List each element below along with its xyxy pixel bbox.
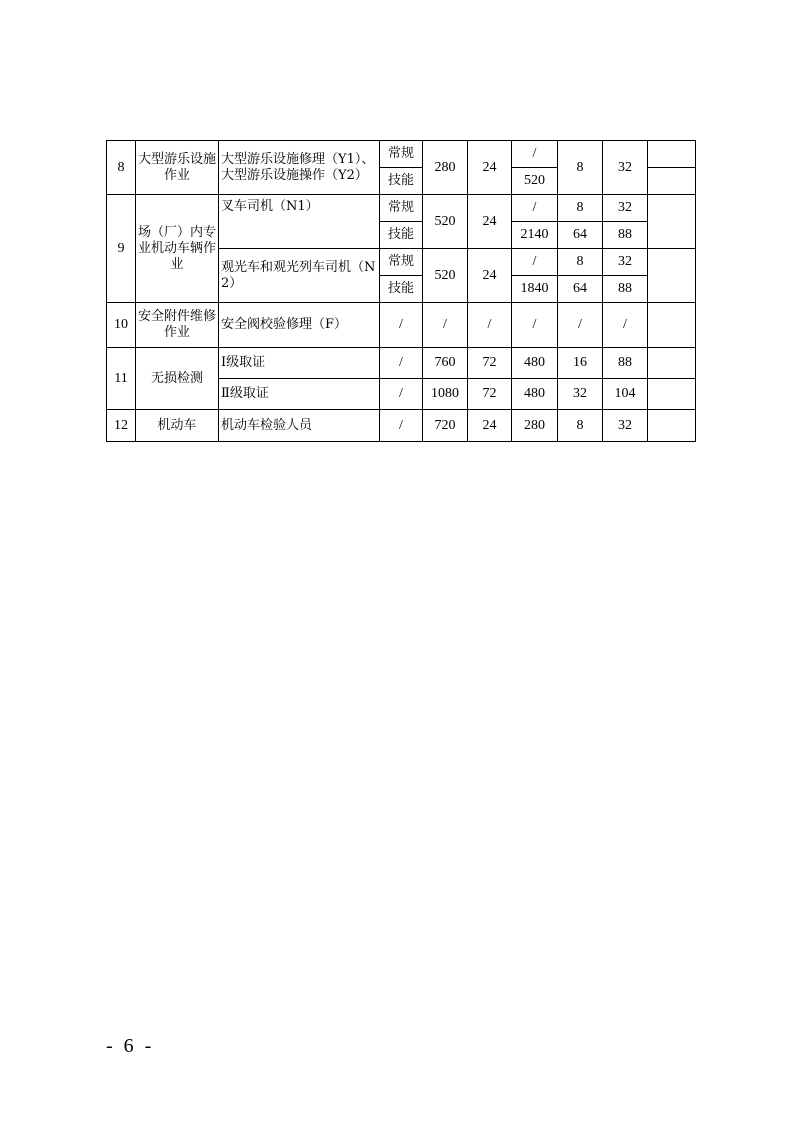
empty-cell: [648, 249, 696, 303]
category-cell: 无损检测: [136, 348, 219, 410]
item-cell: 安全阀校验修理（F）: [219, 303, 380, 348]
hours-cell: 72: [468, 379, 512, 410]
hours-cell: /: [380, 410, 423, 442]
empty-cell: [648, 168, 696, 195]
hours-cell: /: [380, 348, 423, 379]
item-cell: Ⅱ级取证: [219, 379, 380, 410]
hours-cell: 72: [468, 348, 512, 379]
item-cell: 观光车和观光列车司机（N2）: [219, 249, 380, 303]
hours-cell: 32: [603, 195, 648, 222]
empty-cell: [648, 379, 696, 410]
item-cell: 机动车检验人员: [219, 410, 380, 442]
hours-cell: 8: [558, 195, 603, 222]
table-row: [107, 141, 696, 168]
hours-cell: /: [558, 303, 603, 348]
hours-cell: /: [512, 303, 558, 348]
hours-cell: 88: [603, 222, 648, 249]
hours-cell: 760: [423, 348, 468, 379]
hours-cell: 8: [558, 249, 603, 276]
hours-cell: 720: [423, 410, 468, 442]
empty-cell: [648, 195, 696, 249]
type-cell: 技能: [380, 276, 423, 303]
hours-cell: 280: [423, 141, 468, 195]
type-cell: 技能: [380, 168, 423, 195]
empty-cell: [648, 141, 696, 168]
hours-cell: 32: [603, 249, 648, 276]
empty-cell: [648, 410, 696, 442]
hours-cell: 24: [468, 195, 512, 249]
row-number: 9: [107, 195, 136, 303]
hours-cell: 520: [512, 168, 558, 195]
row-number: 8: [107, 141, 136, 195]
table-row: [107, 195, 696, 222]
hours-cell: 24: [468, 249, 512, 303]
type-cell: 常规: [380, 195, 423, 222]
hours-cell: 16: [558, 348, 603, 379]
hours-cell: /: [380, 379, 423, 410]
hours-cell: 520: [423, 195, 468, 249]
hours-cell: 1080: [423, 379, 468, 410]
type-cell: 技能: [380, 222, 423, 249]
hours-cell: 88: [603, 276, 648, 303]
hours-table: [106, 140, 696, 442]
row-number: 12: [107, 410, 136, 442]
hours-cell: 32: [603, 410, 648, 442]
hours-cell: 32: [558, 379, 603, 410]
empty-cell: [648, 303, 696, 348]
row-number: 10: [107, 303, 136, 348]
table-row: [107, 410, 696, 442]
hours-cell: 8: [558, 141, 603, 195]
hours-cell: /: [512, 195, 558, 222]
hours-cell: 64: [558, 222, 603, 249]
hours-cell: /: [468, 303, 512, 348]
row-number: 11: [107, 348, 136, 410]
category-cell: 场（厂）内专业机动车辆作业: [136, 195, 219, 303]
hours-cell: /: [603, 303, 648, 348]
table-row: [107, 303, 696, 348]
category-cell: 大型游乐设施作业: [136, 141, 219, 195]
hours-cell: 520: [423, 249, 468, 303]
hours-cell: 480: [512, 379, 558, 410]
type-cell: 常规: [380, 141, 423, 168]
hours-cell: 32: [603, 141, 648, 195]
hours-cell: 88: [603, 348, 648, 379]
hours-cell: 1840: [512, 276, 558, 303]
item-cell: 大型游乐设施修理（Y1）、大型游乐设施操作（Y2）: [219, 141, 380, 195]
hours-cell: 104: [603, 379, 648, 410]
category-cell: 机动车: [136, 410, 219, 442]
hours-cell: 280: [512, 410, 558, 442]
hours-cell: 24: [468, 410, 512, 442]
hours-cell: /: [512, 141, 558, 168]
empty-cell: [648, 348, 696, 379]
item-cell: 叉车司机（N1）: [219, 195, 380, 249]
hours-cell: /: [423, 303, 468, 348]
hours-cell: 24: [468, 141, 512, 195]
item-cell: Ⅰ级取证: [219, 348, 380, 379]
hours-cell: 8: [558, 410, 603, 442]
category-cell: 安全附件维修作业: [136, 303, 219, 348]
hours-cell: 480: [512, 348, 558, 379]
page-number: - 6 -: [106, 1035, 155, 1057]
type-cell: 常规: [380, 249, 423, 276]
hours-cell: 2140: [512, 222, 558, 249]
table-row: [107, 348, 696, 379]
hours-cell: 64: [558, 276, 603, 303]
hours-cell: /: [512, 249, 558, 276]
hours-cell: /: [380, 303, 423, 348]
